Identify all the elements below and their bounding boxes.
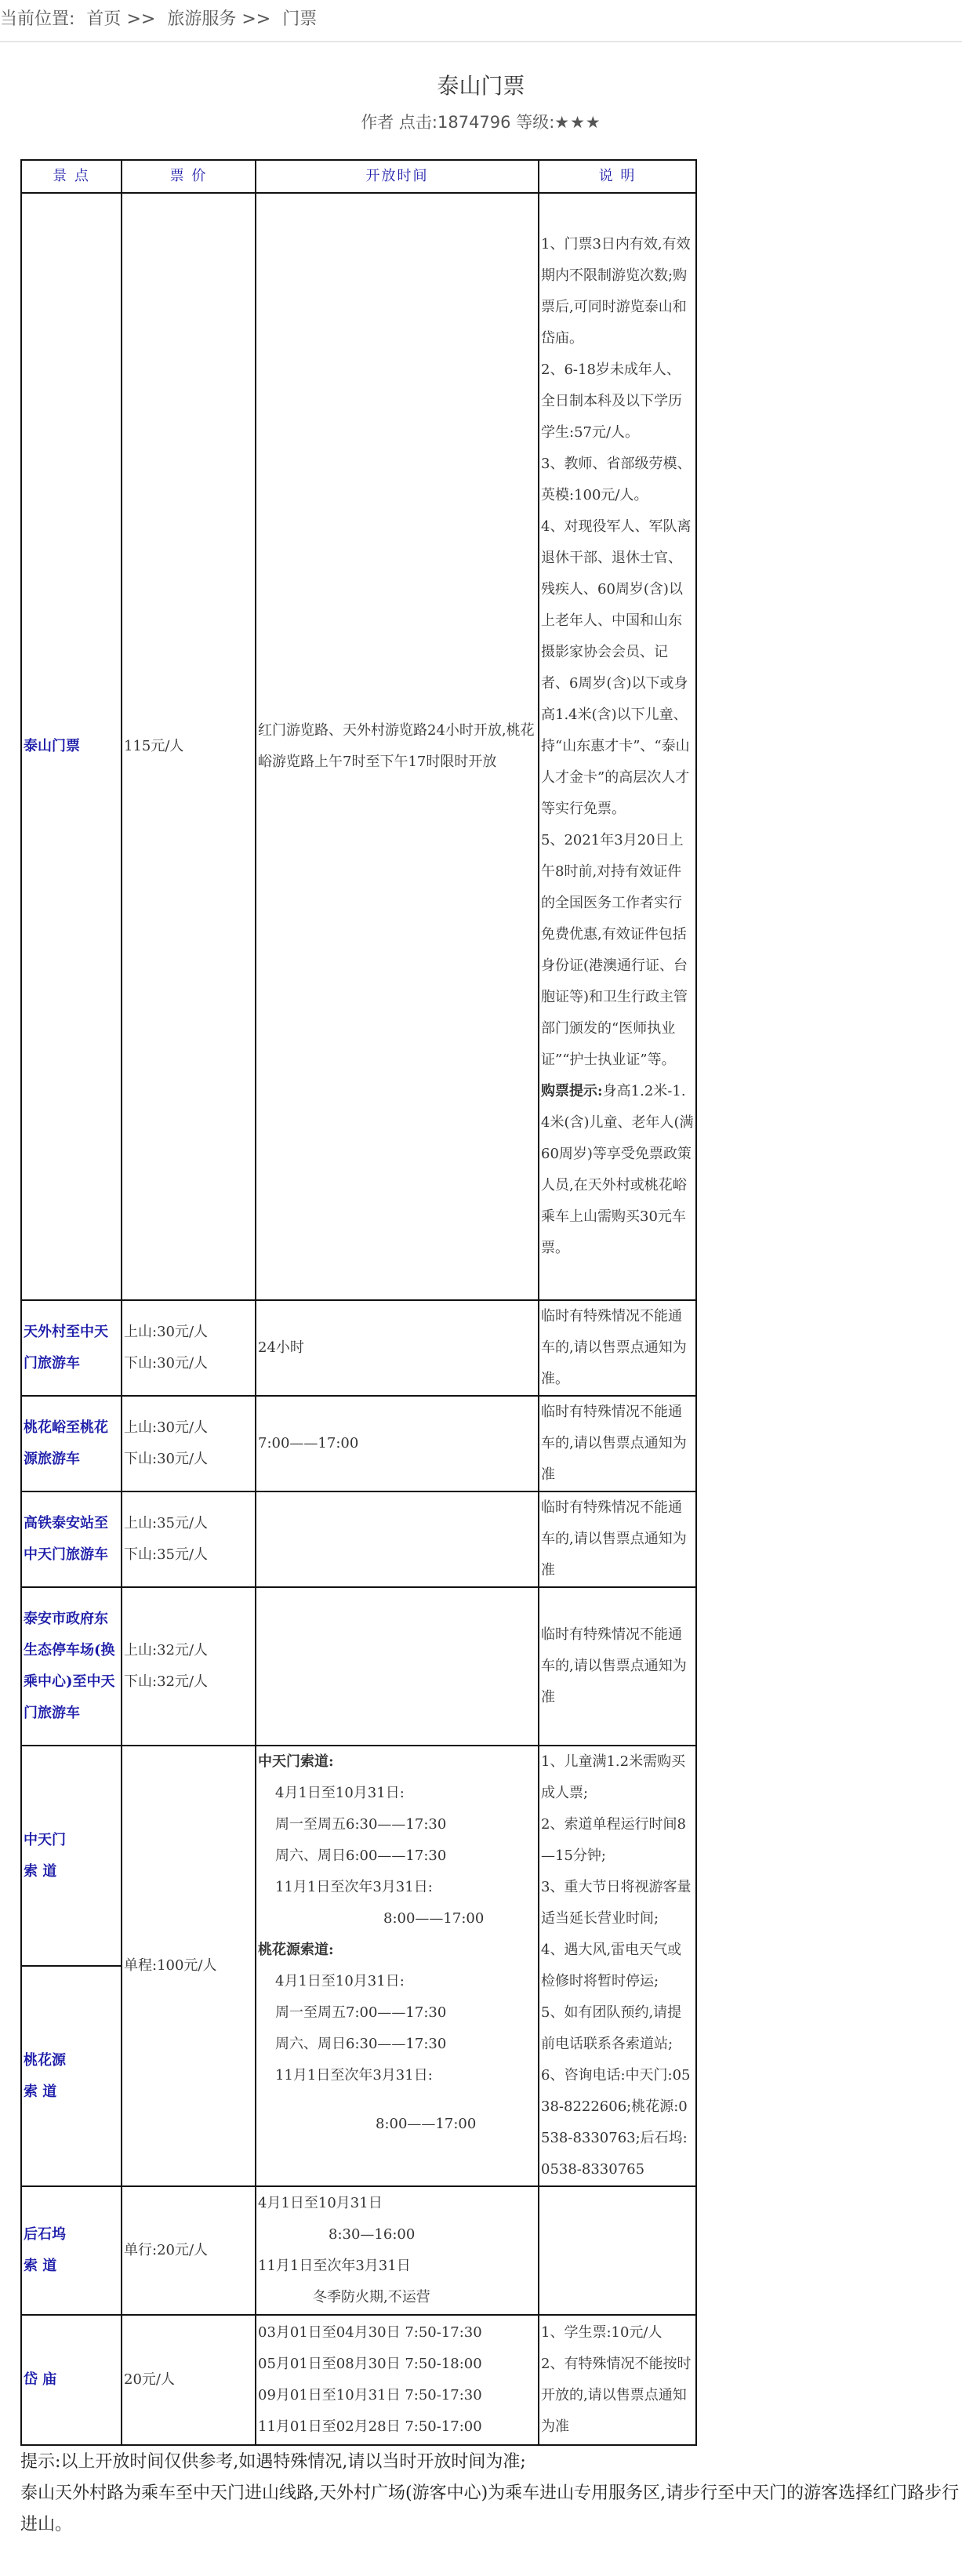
breadcrumb-current-link[interactable]: 门票 xyxy=(282,9,318,29)
price-down: 下山:30元/人 xyxy=(124,1355,209,1372)
breadcrumb-separator: >> xyxy=(126,9,156,29)
spot-cell xyxy=(21,1966,122,2186)
spot-cell xyxy=(21,2186,122,2315)
hours-line: 11月1日至次年3月31日: xyxy=(275,1879,433,1895)
note-line: 6、咨询电话:中天门:0538-8222606;桃花源:0538-8330763;后石坞:0538-8330765 xyxy=(541,2067,691,2178)
hours-line: 8:30—16:00 xyxy=(329,2226,416,2243)
spot-name: 索 道 xyxy=(24,2258,57,2274)
spot-name: 天外村至中天门旅游车 xyxy=(24,1324,108,1372)
hours-line: 4月1日至10月31日: xyxy=(275,1785,405,1801)
table-row xyxy=(21,1396,696,1491)
price-cell xyxy=(122,1396,256,1491)
header-price: 票 价 xyxy=(122,160,256,193)
spot-name: 桃花源 xyxy=(24,2051,66,2069)
price-cell: 单程:100元/人 xyxy=(122,1746,256,2186)
table-row xyxy=(21,1300,696,1396)
grade-stars: ★★★ xyxy=(554,113,601,132)
spot-cell xyxy=(21,1300,122,1396)
hours-line: 周六、周日6:00——17:30 xyxy=(275,1848,447,1864)
note-line: 4、遇大风,雷电天气或检修时将暂时停运; xyxy=(541,1942,682,1989)
spot-cell xyxy=(21,1746,122,1966)
note-line: 1、学生票:10元/人 xyxy=(541,2324,663,2341)
hours-line: 4月1日至10月31日: xyxy=(275,1973,405,1989)
note-line: 1、门票3日内有效,有效期内不限制游览次数;购票后,可同时游览泰山和岱庙。 xyxy=(541,236,691,347)
hours-line: 周一至周五7:00——17:30 xyxy=(275,2004,447,2021)
hours-cell: 7:00——17:00 xyxy=(256,1396,539,1491)
spot-cell xyxy=(21,193,122,1300)
note-line: 2、6-18岁未成年人、全日制本科及以下学历学生:57元/人。 xyxy=(541,362,682,441)
note-line: 4、对现役军人、军队离退休干部、退休士官、残疾人、60周岁(含)以上老年人、中国和山东摄影家协会会员、记者、6周岁(含)以下或身高1.4米(含)以下儿童、持“山东惠才卡”、“泰山人才金卡”的高层次人才等实行免票。 xyxy=(541,518,692,817)
page-title: 泰山门票 xyxy=(437,73,525,99)
hours-line: 09月01日至10月31日 7:50-17:30 xyxy=(258,2387,482,2403)
hours-cell: 红门游览路、天外村游览路24小时开放,桃花峪游览路上午7时至下午17时限时开放 xyxy=(256,193,539,1300)
note-cell: 临时有特殊情况不能通车的,请以售票点通知为准。 xyxy=(539,1300,696,1396)
spot-name: 高铁泰安站至中天门旅游车 xyxy=(24,1515,108,1563)
footer-tip: 提示:以上开放时间仅供参考,如遇特殊情况,请以当时开放时间为准; xyxy=(20,2452,526,2472)
hours-line: 8:00——17:00 xyxy=(383,1910,485,1927)
hours-line: 03月01日至04月30日 7:50-17:30 xyxy=(258,2324,482,2341)
hours-line: 11月01日至02月28日 7:50-17:00 xyxy=(258,2418,482,2435)
table-row xyxy=(21,1587,696,1746)
breadcrumb-prefix: 当前位置: xyxy=(0,9,75,29)
note-line: 5、2021年3月20日上午8时前,对持有效证件的全国医务工作者实行免费优惠,有效证件包括身份证(港澳通行证、台胞证等)和卫生行政主管部门颁发的“医师执业证”“护士执业证”等。 xyxy=(541,832,688,1068)
hours-line: 11月1日至次年3月31日: xyxy=(275,2067,433,2084)
article-meta xyxy=(0,110,962,133)
note-line: 3、重大节日将视游客量适当延长营业时间; xyxy=(541,1879,692,1927)
spot-name: 索 道 xyxy=(24,2083,57,2100)
price-cell xyxy=(122,1491,256,1587)
table-row xyxy=(21,2186,696,2315)
spot-cell xyxy=(21,1491,122,1587)
hours-line: 周六、周日6:30——17:30 xyxy=(275,2036,447,2052)
hours-line: 8:00——17:00 xyxy=(376,2116,477,2132)
header-note: 说 明 xyxy=(539,160,696,193)
footer-notes xyxy=(20,2447,961,2541)
hours-cell xyxy=(256,1587,539,1746)
note-cell: 临时有特殊情况不能通车的,请以售票点通知为准 xyxy=(539,1491,696,1587)
price-up: 上山:30元/人 xyxy=(124,1324,209,1340)
clicks-label: 点击: xyxy=(398,113,437,132)
clicks-count: 1874796 xyxy=(437,113,511,132)
author-label: 作者 xyxy=(361,113,394,132)
note-cell: 临时有特殊情况不能通车的,请以售票点通知为准 xyxy=(539,1396,696,1491)
note-cell xyxy=(539,193,696,1300)
hours-cell: 24小时 xyxy=(256,1300,539,1396)
spot-name: 岱 庙 xyxy=(24,2371,57,2388)
price-cell xyxy=(122,1587,256,1746)
breadcrumb-section-link[interactable]: 旅游服务 xyxy=(167,9,237,29)
spot-name: 泰山门票 xyxy=(24,738,80,754)
hours-cell xyxy=(256,1746,539,2186)
hours-line: 05月01日至08月30日 7:50-18:00 xyxy=(258,2356,482,2372)
table-row xyxy=(21,1491,696,1587)
spot-name: 索 道 xyxy=(24,1862,57,1880)
header-spot: 景 点 xyxy=(21,160,122,193)
hours-line: 周一至周五6:30——17:30 xyxy=(275,1816,447,1833)
table-row xyxy=(21,193,696,1300)
ropeway-title: 桃花源索道: xyxy=(258,1942,334,1958)
hours-cell xyxy=(256,2186,539,2315)
price-cell: 115元/人 xyxy=(122,193,256,1300)
hours-cell xyxy=(256,1491,539,1587)
footer-route: 泰山天外村路为乘车至中天门进山线路,天外村广场(游客中心)为乘车进山专用服务区,请步行至中天门的游客选择红门路步行进山。 xyxy=(20,2483,960,2534)
note-line: 2、索道单程运行时间8—15分钟; xyxy=(541,1816,686,1864)
hours-line: 冬季防火期,不运营 xyxy=(313,2289,430,2305)
price-cell xyxy=(122,1300,256,1396)
table-row xyxy=(21,1746,696,1966)
table-row xyxy=(21,2315,696,2445)
hours-cell xyxy=(256,2315,539,2445)
note-cell xyxy=(539,1746,696,2186)
note-line xyxy=(541,1076,694,1264)
spot-name: 中天门 xyxy=(24,1831,66,1848)
spot-name: 桃花峪至桃花源旅游车 xyxy=(24,1419,108,1467)
purchase-tip-text: 身高1.2米-1.4米(含)儿童、老年人(满60周岁)等享受免票政策人员,在天外村或桃花峪乘车上山需购买30元车票。 xyxy=(541,1083,694,1256)
note-line: 1、儿童满1.2米需购买成人票; xyxy=(541,1753,686,1801)
hours-line: 4月1日至10月31日 xyxy=(258,2195,383,2211)
spot-cell xyxy=(21,2315,122,2445)
ticket-table xyxy=(20,159,697,2446)
breadcrumb xyxy=(0,0,962,42)
note-line: 2、有特殊情况不能按时开放的,请以售票点通知为准 xyxy=(541,2356,692,2435)
ropeway-title: 中天门索道: xyxy=(258,1753,334,1770)
purchase-tip-label: 购票提示: xyxy=(541,1083,603,1099)
note-cell xyxy=(539,2186,696,2315)
table-header-row xyxy=(21,160,696,193)
spot-cell xyxy=(21,1587,122,1746)
note-cell: 临时有特殊情况不能通车的,请以售票点通知为准 xyxy=(539,1587,696,1746)
spot-cell xyxy=(21,1396,122,1491)
breadcrumb-home-link[interactable]: 首页 xyxy=(86,9,122,29)
hours-line: 11月1日至次年3月31日 xyxy=(258,2258,411,2274)
price-down: 下山:35元/人 xyxy=(124,1546,209,1563)
spot-name: 泰安市政府东生态停车场(换乘中心)至中天门旅游车 xyxy=(24,1611,115,1721)
price-up: 上山:30元/人 xyxy=(124,1419,209,1436)
price-down: 下山:30元/人 xyxy=(124,1451,209,1467)
price-up: 上山:32元/人 xyxy=(124,1642,209,1659)
note-line: 3、教师、省部级劳模、英模:100元/人。 xyxy=(541,456,692,503)
note-line: 5、如有团队预约,请提前电话联系各索道站; xyxy=(541,2004,682,2052)
price-cell: 单行:20元/人 xyxy=(122,2186,256,2315)
grade-label: 等级: xyxy=(516,113,555,132)
header-hours: 开放时间 xyxy=(256,160,539,193)
note-cell xyxy=(539,2315,696,2445)
spot-name: 后石坞 xyxy=(24,2226,66,2243)
price-cell: 20元/人 xyxy=(122,2315,256,2445)
price-down: 下山:32元/人 xyxy=(124,1673,209,1690)
price-up: 上山:35元/人 xyxy=(124,1515,209,1531)
breadcrumb-separator: >> xyxy=(241,9,271,29)
